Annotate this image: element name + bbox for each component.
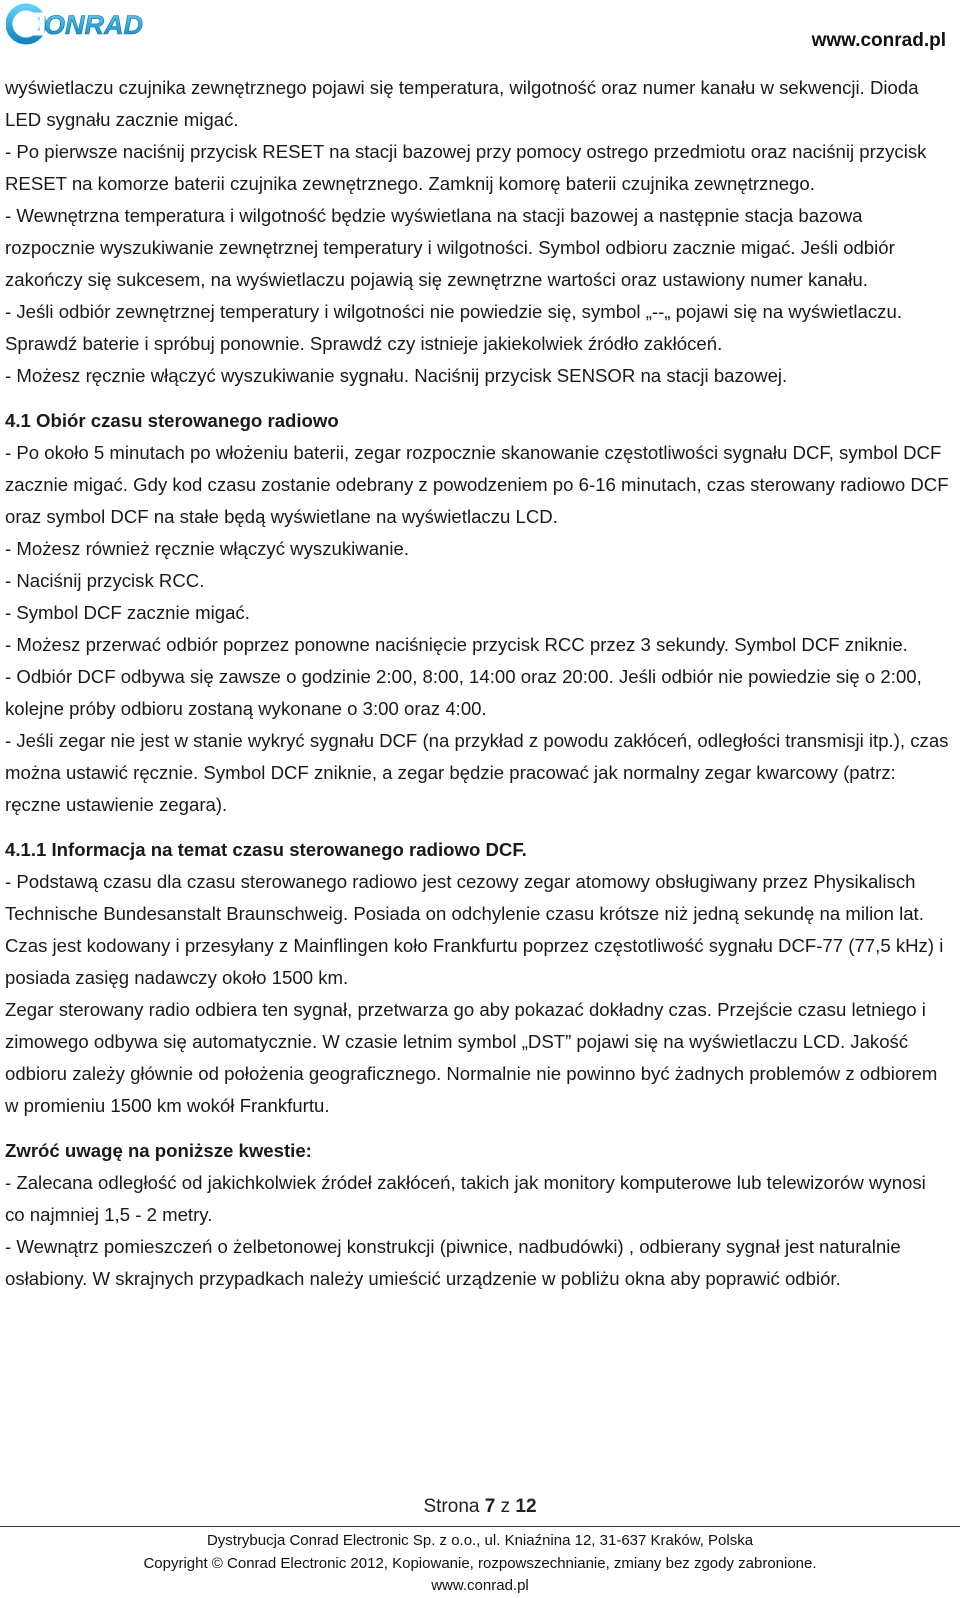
page-current: 7 (484, 1496, 496, 1517)
paragraph: - Naciśnij przycisk RCC. (5, 570, 205, 591)
paragraph: - Możesz również ręcznie włączyć wyszukiwanie. (5, 538, 410, 559)
site-url[interactable]: www.conrad.pl (811, 30, 946, 51)
page-total: 12 (515, 1496, 537, 1517)
page-header (0, 0, 960, 60)
paragraph: - Jeśli odbiór zewnętrznej temperatury i wilgotności nie powiedzie się, symbol „--„ pojawi się na wyświetlaczu. Sprawdź baterie i spróbuj ponownie. Sprawdź czy istnieje jakiekolwiek źródło zakłóceń. (5, 301, 902, 354)
paragraph: - Symbol DCF zacznie migać. (5, 602, 250, 623)
section-heading-4-1-1: 4.1.1 Informacja na temat czasu sterowanego radiowo DCF. (5, 839, 527, 860)
paragraph: - Zalecana odległość od jakichkolwiek źródeł zakłóceń, takich jak monitory komputerowe lub telewizorów wynosi co najmniej 1,5 - 2 metry. (5, 1172, 926, 1225)
paragraph: Zegar sterowany radio odbiera ten sygnał, przetwarza go aby pokazać dokładny czas. Przejście czasu letniego i zimowego odbywa się automatycznie. W czasie letnim symbol „DST” pojawi się na wyświetlaczu LCD. Jakość odbioru zależy głównie od położenia geograficznego. Normalnie nie powinno być żadnych problemów z odbiorem w promieniu 1500 km wokół Frankfurtu. (5, 999, 938, 1116)
paragraph: - Wewnętrzna temperatura i wilgotność będzie wyświetlana na stacji bazowej a następnie stacja bazowa rozpocznie wyszukiwanie zewnętrznej temperatury i wilgotności. Symbol odbioru zacznie migać. Jeśli odbiór zakończy się sukcesem, na wyświetlaczu pojawią się zewnętrzne wartości oraz ustawiony numer kanału. (5, 205, 895, 290)
paragraph: - Podstawą czasu dla czasu sterowanego radiowo jest cezowy zegar atomowy obsługiwany przez Physikalisch Technische Bundesanstalt Braunschweig. Posiada on odchylenie czasu krótsze niż jedną sekundę na milion lat. Czas jest kodowany i przesyłany z Mainflingen koło Frankfurtu poprzez częstotliwość sygnału DCF-77 (77,5 kHz) i posiada zasięg nadawczy około 1500 km. (5, 871, 944, 988)
note-heading: Zwróć uwagę na poniższe kwestie: (5, 1140, 312, 1161)
paragraph: - Wewnątrz pomieszczeń o żelbetonowej konstrukcji (piwnice, nadbudówki) , odbierany sygnał jest naturalnie osłabiony. W skrajnych przypadkach należy umieścić urządzenie w pobliżu okna aby poprawić odbiór. (5, 1236, 901, 1289)
paragraph: - Po pierwsze naciśnij przycisk RESET na stacji bazowej przy pomocy ostrego przedmiotu oraz naciśnij przycisk RESET na komorze baterii czujnika zewnętrznego. Zamknij komorę baterii czujnika zewnętrznego. (5, 141, 927, 194)
document-body (5, 72, 950, 1295)
footer-divider (0, 1526, 960, 1527)
footer-copyright: Copyright © Conrad Electronic 2012, Kopiowanie, rozpowszechnianie, zmiany bez zgody zabronione. (143, 1554, 817, 1572)
paragraph: wyświetlaczu czujnika zewnętrznego pojawi się temperatura, wilgotność oraz numer kanału w sekwencji. Dioda LED sygnału zacznie migać. (5, 77, 919, 130)
conrad-logo (6, 2, 164, 46)
paragraph: - Odbiór DCF odbywa się zawsze o godzinie 2:00, 8:00, 14:00 oraz 20:00. Jeśli odbiór nie powiedzie się o 2:00, kolejne próby odbioru zostaną wykonane o 3:00 oraz 4:00. (5, 666, 922, 719)
page-prefix: Strona (423, 1496, 480, 1517)
footer-url[interactable]: www.conrad.pl (431, 1577, 529, 1594)
paragraph: - Możesz przerwać odbiór poprzez ponowne naciśnięcie przycisk RCC przez 3 sekundy. Symbol DCF zniknie. (5, 634, 908, 655)
svg-text:ONRAD: ONRAD (44, 10, 143, 40)
page-of: z (500, 1496, 511, 1517)
page-footer (0, 1496, 960, 1518)
paragraph: - Jeśli zegar nie jest w stanie wykryć sygnału DCF (na przykład z powodu zakłóceń, odległości transmisji itp.), czas można ustawić ręcznie. Symbol DCF zniknie, a zegar będzie pracować jak normalny zegar kwarcowy (patrz: ręczne ustawienie zegara). (5, 730, 949, 815)
section-heading-4-1: 4.1 Obiór czasu sterowanego radiowo (5, 410, 339, 431)
footer-distribution: Dystrybucja Conrad Electronic Sp. z o.o., ul. Kniaźnina 12, 31-637 Kraków, Polska (206, 1532, 754, 1549)
page-number (0, 1496, 960, 1518)
footer-text (0, 1530, 960, 1598)
paragraph: - Możesz ręcznie włączyć wyszukiwanie sygnału. Naciśnij przycisk SENSOR na stacji bazowej. (5, 365, 788, 386)
paragraph: - Po około 5 minutach po włożeniu baterii, zegar rozpocznie skanowanie częstotliwości sygnału DCF, symbol DCF zacznie migać. Gdy kod czasu zostanie odebrany z powodzeniem po 6-16 minutach, czas sterowany radiowo DCF oraz symbol DCF na stałe będą wyświetlane na wyświetlaczu LCD. (5, 442, 949, 527)
